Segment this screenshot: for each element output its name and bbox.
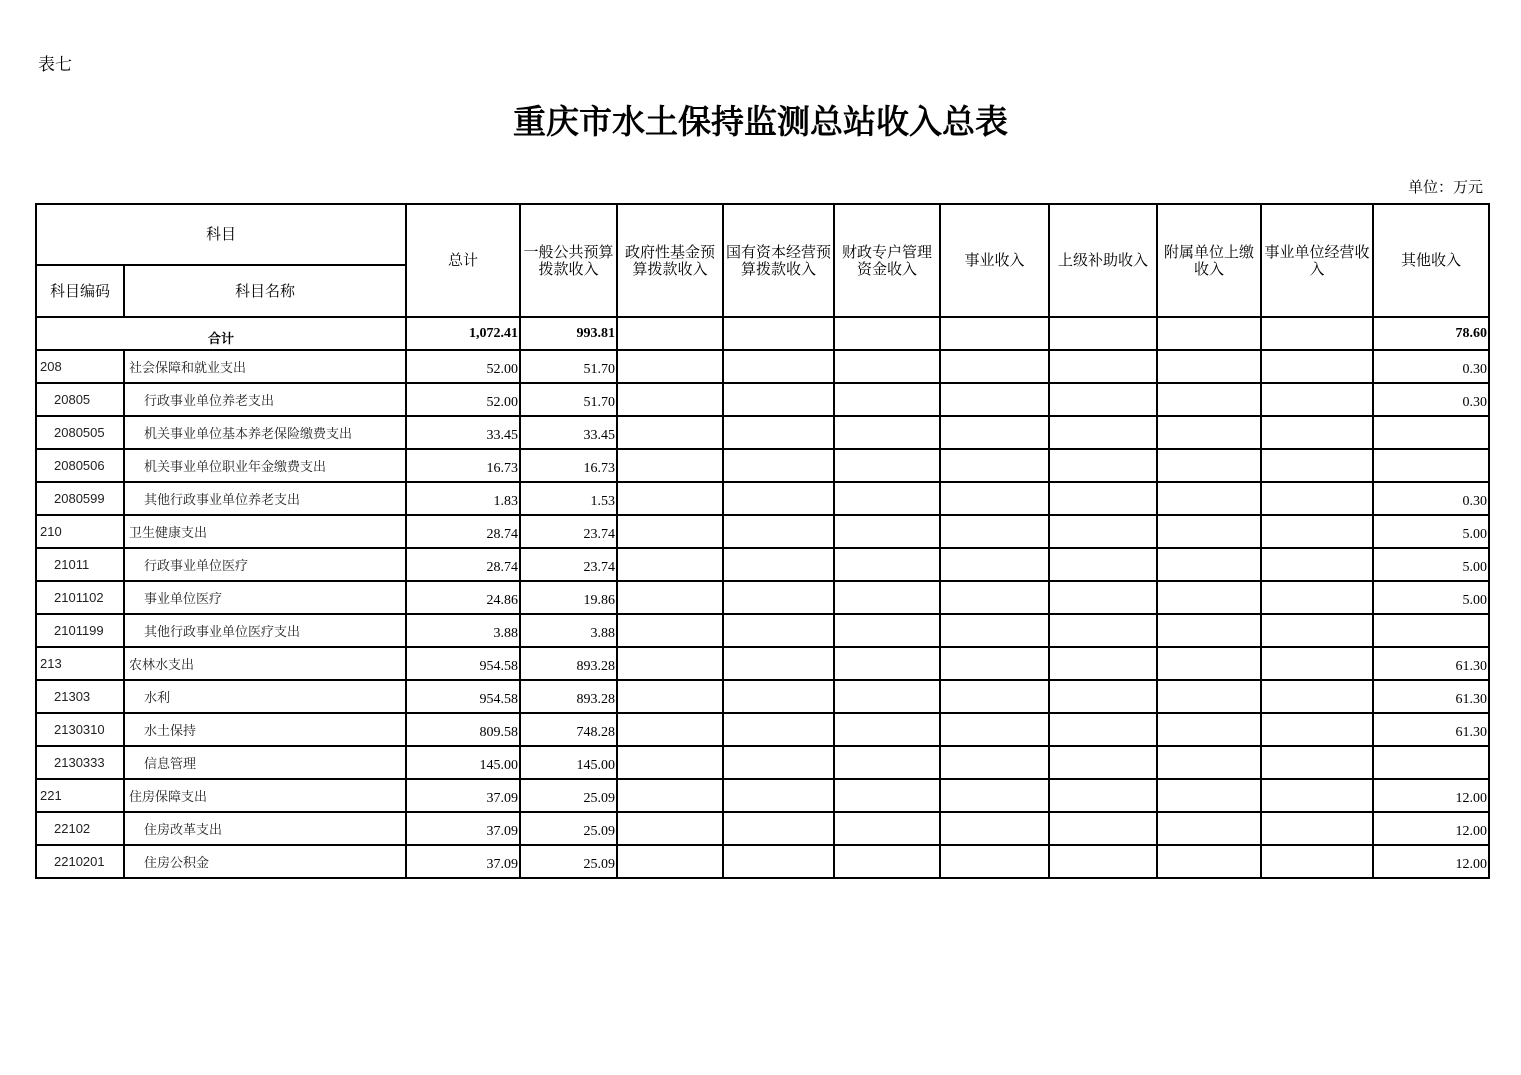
- empty-cell: [617, 449, 723, 482]
- row-other-income: 0.30: [1373, 383, 1489, 416]
- empty-cell: [1157, 812, 1261, 845]
- empty-cell: [834, 647, 940, 680]
- subject-code: 2101102: [36, 581, 124, 614]
- header-subject-code: 科目编码: [36, 265, 124, 317]
- empty-cell: [723, 449, 834, 482]
- empty-cell: [1157, 779, 1261, 812]
- table-row: [36, 482, 1489, 515]
- row-other-income: 0.30: [1373, 482, 1489, 515]
- empty-cell: [723, 482, 834, 515]
- empty-cell: [834, 350, 940, 383]
- page-title: 重庆市水土保持监测总站收入总表: [513, 102, 1008, 141]
- row-general-budget: 893.28: [520, 647, 617, 680]
- total-general: 993.81: [520, 317, 617, 350]
- row-general-budget: 893.28: [520, 680, 617, 713]
- empty-cell: [834, 812, 940, 845]
- empty-cell: [834, 383, 940, 416]
- total-label: 合计: [36, 317, 406, 350]
- unit-label: 单位：万元: [1407, 178, 1483, 196]
- empty-cell: [1049, 845, 1157, 878]
- row-other-income: 12.00: [1373, 779, 1489, 812]
- row-total: 24.86: [406, 581, 520, 614]
- empty-cell: [1261, 581, 1373, 614]
- row-total: 954.58: [406, 680, 520, 713]
- empty-cell: [723, 680, 834, 713]
- row-general-budget: 25.09: [520, 812, 617, 845]
- subject-code: 221: [36, 779, 124, 812]
- header-affiliate-income: 附属单位上缴收入: [1157, 204, 1261, 317]
- empty-cell: [940, 647, 1049, 680]
- header-other-income: 其他收入: [1373, 204, 1489, 317]
- empty-cell: [617, 383, 723, 416]
- empty-cell: [617, 515, 723, 548]
- empty-cell: [834, 416, 940, 449]
- empty-cell: [834, 581, 940, 614]
- empty-cell: [1261, 416, 1373, 449]
- subject-code: 2130333: [36, 746, 124, 779]
- header-superior-subsidy: 上级补助收入: [1049, 204, 1157, 317]
- empty-cell: [723, 581, 834, 614]
- empty-cell: [723, 647, 834, 680]
- total-empty-cell: [940, 317, 1049, 350]
- subject-name: 住房公积金: [124, 845, 406, 878]
- total-empty-cell: [723, 317, 834, 350]
- table-row: [36, 416, 1489, 449]
- row-total: 16.73: [406, 449, 520, 482]
- empty-cell: [940, 581, 1049, 614]
- empty-cell: [1157, 614, 1261, 647]
- subject-name: 住房改革支出: [124, 812, 406, 845]
- empty-cell: [940, 482, 1049, 515]
- row-general-budget: 748.28: [520, 713, 617, 746]
- row-total: 954.58: [406, 647, 520, 680]
- subject-code: 22102: [36, 812, 124, 845]
- row-other-income: 5.00: [1373, 581, 1489, 614]
- empty-cell: [1261, 812, 1373, 845]
- row-total: 52.00: [406, 350, 520, 383]
- row-total: 37.09: [406, 812, 520, 845]
- row-total: 1.83: [406, 482, 520, 515]
- empty-cell: [617, 713, 723, 746]
- row-general-budget: 25.09: [520, 779, 617, 812]
- total-row: [36, 317, 1489, 350]
- empty-cell: [1049, 383, 1157, 416]
- row-general-budget: 145.00: [520, 746, 617, 779]
- subject-code: 213: [36, 647, 124, 680]
- empty-cell: [1049, 416, 1157, 449]
- empty-cell: [834, 680, 940, 713]
- empty-cell: [940, 515, 1049, 548]
- row-total: 52.00: [406, 383, 520, 416]
- empty-cell: [1157, 581, 1261, 614]
- subject-code: 21011: [36, 548, 124, 581]
- empty-cell: [1261, 383, 1373, 416]
- total-empty-cell: [834, 317, 940, 350]
- empty-cell: [1157, 515, 1261, 548]
- row-other-income: 61.30: [1373, 647, 1489, 680]
- empty-cell: [940, 713, 1049, 746]
- row-general-budget: 19.86: [520, 581, 617, 614]
- row-other-income: 5.00: [1373, 548, 1489, 581]
- empty-cell: [1049, 614, 1157, 647]
- subject-code: 2101199: [36, 614, 124, 647]
- empty-cell: [723, 812, 834, 845]
- row-other-income: [1373, 746, 1489, 779]
- empty-cell: [1049, 449, 1157, 482]
- empty-cell: [1049, 482, 1157, 515]
- row-general-budget: 23.74: [520, 515, 617, 548]
- subject-code: 2080505: [36, 416, 124, 449]
- subject-name: 行政事业单位养老支出: [124, 383, 406, 416]
- subject-name: 住房保障支出: [124, 779, 406, 812]
- empty-cell: [940, 548, 1049, 581]
- empty-cell: [723, 515, 834, 548]
- empty-cell: [1049, 350, 1157, 383]
- subject-code: 2130310: [36, 713, 124, 746]
- row-general-budget: 51.70: [520, 383, 617, 416]
- empty-cell: [940, 779, 1049, 812]
- subject-name: 社会保障和就业支出: [124, 350, 406, 383]
- row-general-budget: 1.53: [520, 482, 617, 515]
- row-total: 28.74: [406, 548, 520, 581]
- row-general-budget: 23.74: [520, 548, 617, 581]
- subject-name: 信息管理: [124, 746, 406, 779]
- empty-cell: [1261, 746, 1373, 779]
- empty-cell: [940, 812, 1049, 845]
- empty-cell: [940, 350, 1049, 383]
- table-row: [36, 449, 1489, 482]
- empty-cell: [834, 449, 940, 482]
- empty-cell: [1261, 614, 1373, 647]
- empty-cell: [617, 680, 723, 713]
- row-other-income: 0.30: [1373, 350, 1489, 383]
- empty-cell: [834, 614, 940, 647]
- empty-cell: [723, 845, 834, 878]
- empty-cell: [1157, 416, 1261, 449]
- empty-cell: [1157, 548, 1261, 581]
- empty-cell: [834, 548, 940, 581]
- empty-cell: [940, 449, 1049, 482]
- subject-name: 水利: [124, 680, 406, 713]
- table-row: [36, 614, 1489, 647]
- row-total: 37.09: [406, 845, 520, 878]
- subject-name: 卫生健康支出: [124, 515, 406, 548]
- header-subject-name: 科目名称: [124, 265, 406, 317]
- empty-cell: [1049, 515, 1157, 548]
- empty-cell: [723, 713, 834, 746]
- subject-name: 机关事业单位基本养老保险缴费支出: [124, 416, 406, 449]
- empty-cell: [834, 845, 940, 878]
- subject-code: 2210201: [36, 845, 124, 878]
- income-summary-table: [35, 203, 1490, 879]
- row-other-income: [1373, 614, 1489, 647]
- table-row: [36, 713, 1489, 746]
- subject-code: 21303: [36, 680, 124, 713]
- empty-cell: [723, 779, 834, 812]
- empty-cell: [834, 515, 940, 548]
- empty-cell: [1049, 647, 1157, 680]
- empty-cell: [1261, 515, 1373, 548]
- row-general-budget: 3.88: [520, 614, 617, 647]
- empty-cell: [940, 680, 1049, 713]
- subject-name: 其他行政事业单位医疗支出: [124, 614, 406, 647]
- row-total: 3.88: [406, 614, 520, 647]
- empty-cell: [617, 845, 723, 878]
- empty-cell: [1049, 548, 1157, 581]
- row-total: 145.00: [406, 746, 520, 779]
- empty-cell: [617, 581, 723, 614]
- empty-cell: [1049, 746, 1157, 779]
- empty-cell: [940, 746, 1049, 779]
- empty-cell: [1157, 383, 1261, 416]
- empty-cell: [1261, 482, 1373, 515]
- subject-name: 行政事业单位医疗: [124, 548, 406, 581]
- empty-cell: [617, 779, 723, 812]
- empty-cell: [1261, 350, 1373, 383]
- empty-cell: [1157, 350, 1261, 383]
- empty-cell: [1157, 647, 1261, 680]
- empty-cell: [723, 416, 834, 449]
- empty-cell: [1049, 680, 1157, 713]
- table-row: [36, 845, 1489, 878]
- table-row: [36, 581, 1489, 614]
- row-other-income: 12.00: [1373, 812, 1489, 845]
- empty-cell: [834, 482, 940, 515]
- subject-name: 水土保持: [124, 713, 406, 746]
- empty-cell: [1261, 845, 1373, 878]
- table-row: [36, 647, 1489, 680]
- empty-cell: [940, 845, 1049, 878]
- row-general-budget: 51.70: [520, 350, 617, 383]
- table-row: [36, 779, 1489, 812]
- empty-cell: [1261, 713, 1373, 746]
- empty-cell: [1157, 845, 1261, 878]
- header-business-income: 事业收入: [940, 204, 1049, 317]
- empty-cell: [1261, 680, 1373, 713]
- row-total: 33.45: [406, 416, 520, 449]
- total-empty-cell: [617, 317, 723, 350]
- empty-cell: [617, 350, 723, 383]
- header-subject: 科目: [36, 204, 406, 265]
- empty-cell: [723, 614, 834, 647]
- row-general-budget: 33.45: [520, 416, 617, 449]
- row-other-income: 12.00: [1373, 845, 1489, 878]
- empty-cell: [617, 614, 723, 647]
- empty-cell: [834, 746, 940, 779]
- subject-code: 210: [36, 515, 124, 548]
- subject-code: 2080599: [36, 482, 124, 515]
- empty-cell: [617, 482, 723, 515]
- row-other-income: 5.00: [1373, 515, 1489, 548]
- header-general-budget: 一般公共预算拨款收入: [520, 204, 617, 317]
- row-general-budget: 25.09: [520, 845, 617, 878]
- header-gov-fund: 政府性基金预算拨款收入: [617, 204, 723, 317]
- table-row: [36, 680, 1489, 713]
- subject-name: 农林水支出: [124, 647, 406, 680]
- empty-cell: [834, 779, 940, 812]
- empty-cell: [723, 350, 834, 383]
- empty-cell: [1261, 449, 1373, 482]
- subject-code: 208: [36, 350, 124, 383]
- row-other-income: 61.30: [1373, 680, 1489, 713]
- table-number: 表七: [38, 55, 72, 75]
- row-total: 28.74: [406, 515, 520, 548]
- empty-cell: [617, 548, 723, 581]
- empty-cell: [1049, 713, 1157, 746]
- empty-cell: [940, 416, 1049, 449]
- empty-cell: [1157, 449, 1261, 482]
- header-operating-income: 事业单位经营收入: [1261, 204, 1373, 317]
- subject-code: 20805: [36, 383, 124, 416]
- empty-cell: [617, 746, 723, 779]
- empty-cell: [1049, 779, 1157, 812]
- subject-name: 机关事业单位职业年金缴费支出: [124, 449, 406, 482]
- empty-cell: [723, 548, 834, 581]
- empty-cell: [1261, 647, 1373, 680]
- empty-cell: [1049, 812, 1157, 845]
- subject-name: 事业单位医疗: [124, 581, 406, 614]
- row-total: 37.09: [406, 779, 520, 812]
- header-total: 总计: [406, 204, 520, 317]
- row-other-income: 61.30: [1373, 713, 1489, 746]
- empty-cell: [940, 383, 1049, 416]
- table-row: [36, 746, 1489, 779]
- empty-cell: [1049, 581, 1157, 614]
- empty-cell: [940, 614, 1049, 647]
- empty-cell: [1157, 746, 1261, 779]
- empty-cell: [1157, 482, 1261, 515]
- header-fiscal-account: 财政专户管理资金收入: [834, 204, 940, 317]
- empty-cell: [1157, 713, 1261, 746]
- table-row: [36, 548, 1489, 581]
- header-state-capital: 国有资本经营预算拨款收入: [723, 204, 834, 317]
- total-empty-cell: [1049, 317, 1157, 350]
- total-other: 78.60: [1373, 317, 1489, 350]
- total-empty-cell: [1157, 317, 1261, 350]
- empty-cell: [1261, 548, 1373, 581]
- row-general-budget: 16.73: [520, 449, 617, 482]
- row-other-income: [1373, 449, 1489, 482]
- empty-cell: [723, 746, 834, 779]
- table-row: [36, 515, 1489, 548]
- row-total: 809.58: [406, 713, 520, 746]
- subject-code: 2080506: [36, 449, 124, 482]
- table-row: [36, 383, 1489, 416]
- empty-cell: [617, 416, 723, 449]
- table-row: [36, 812, 1489, 845]
- empty-cell: [617, 647, 723, 680]
- empty-cell: [1261, 779, 1373, 812]
- empty-cell: [834, 713, 940, 746]
- total-total: 1,072.41: [406, 317, 520, 350]
- empty-cell: [617, 812, 723, 845]
- subject-name: 其他行政事业单位养老支出: [124, 482, 406, 515]
- total-empty-cell: [1261, 317, 1373, 350]
- row-other-income: [1373, 416, 1489, 449]
- table-row: [36, 350, 1489, 383]
- empty-cell: [723, 383, 834, 416]
- empty-cell: [1157, 680, 1261, 713]
